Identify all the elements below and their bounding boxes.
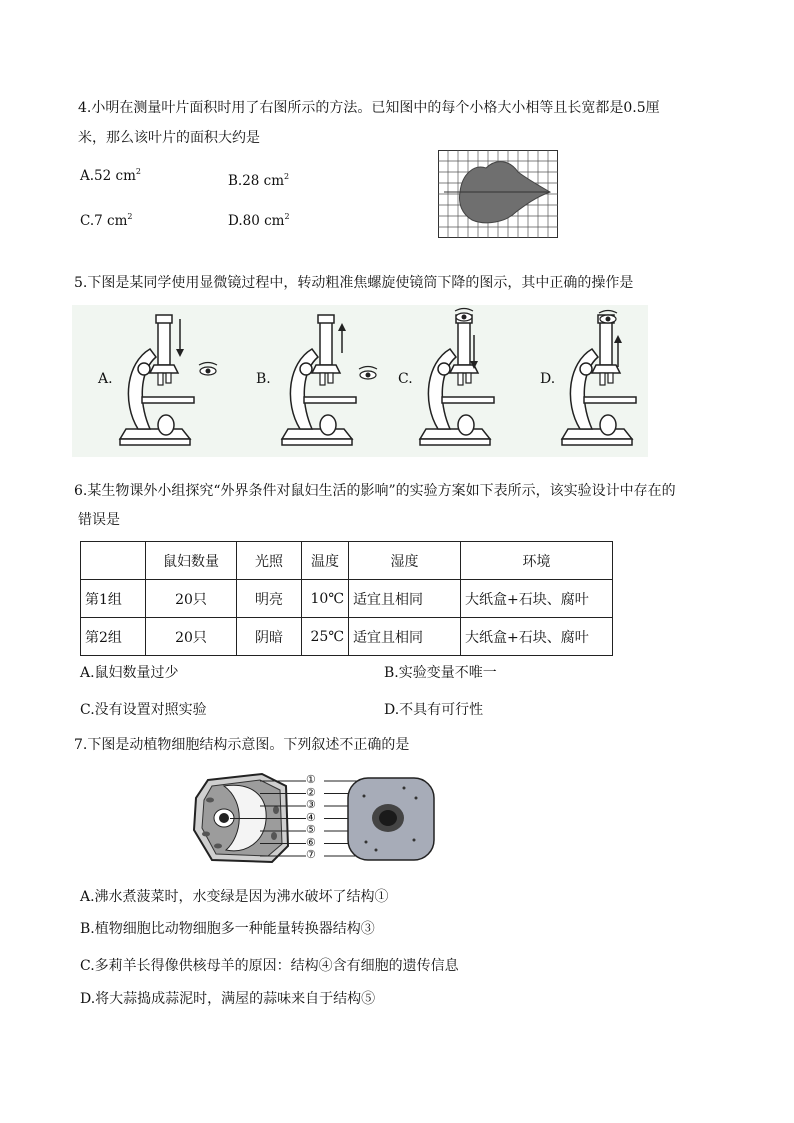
table-cell: 10℃ xyxy=(302,580,349,618)
table-cell: 适宜且相同 xyxy=(349,618,461,656)
q7-option-c[interactable]: C.多莉羊长得像供核母羊的原因：结构④含有细胞的遗传信息 xyxy=(80,958,459,974)
table-cell: 大纸盒+石块、腐叶 xyxy=(461,580,613,618)
q4-option-b[interactable] xyxy=(228,172,289,189)
leaf-grid-figure xyxy=(438,150,558,238)
marker-7: ⑦ xyxy=(306,848,316,861)
table-cell: 适宜且相同 xyxy=(349,580,461,618)
marker-1: ① xyxy=(306,773,316,786)
marker-2: ② xyxy=(306,785,316,799)
marker-4: ④ xyxy=(306,810,316,824)
header-cell: 环境 xyxy=(461,542,613,580)
eye-c xyxy=(455,309,473,322)
q4-option-a[interactable] xyxy=(80,167,141,184)
q7-option-b[interactable]: B.植物细胞比动物细胞多一种能量转换器结构③ xyxy=(80,921,375,937)
q4-option-d-text: D.80 cm xyxy=(228,213,285,229)
animal-cell xyxy=(348,778,434,860)
microscope-a xyxy=(120,315,194,445)
microscope-b xyxy=(282,315,356,445)
q4-stem-line1: 4.小明在测量叶片面积时用了右图所示的方法。已知图中的每个小格大小相等且长宽都是0.5厘 xyxy=(78,100,660,116)
q4-option-a-text: A.52 cm xyxy=(80,168,136,184)
eye-d xyxy=(599,311,617,324)
label-a: A. xyxy=(98,371,113,387)
table-cell: 20只 xyxy=(146,580,237,618)
eye-a xyxy=(199,363,217,376)
q7-option-a[interactable]: A.沸水煮菠菜时，水变绿是因为沸水破坏了结构① xyxy=(80,889,389,905)
q4-option-d[interactable] xyxy=(228,212,290,229)
table-header-row xyxy=(81,542,613,580)
q6-option-d[interactable]: D.不具有可行性 xyxy=(384,702,484,718)
q4-stem-line2: 米，那么该叶片的面积大约是 xyxy=(78,130,260,146)
microscope-drawings xyxy=(72,305,648,457)
marker-5: ⑤ xyxy=(306,823,316,836)
microscope-d xyxy=(562,315,636,445)
table-cell: 大纸盒+石块、腐叶 xyxy=(461,618,613,656)
label-c: C. xyxy=(398,371,413,387)
marker-6: ⑥ xyxy=(306,835,316,849)
table-row xyxy=(81,618,613,656)
unit-superscript: 2 xyxy=(127,212,133,221)
q4-option-c[interactable] xyxy=(80,212,132,229)
table-cell: 20只 xyxy=(146,618,237,656)
table-cell: 明亮 xyxy=(237,580,302,618)
table-cell: 阴暗 xyxy=(237,618,302,656)
marker-3: ③ xyxy=(306,798,316,811)
experiment-table xyxy=(80,541,613,656)
q6-option-c[interactable]: C.没有设置对照实验 xyxy=(80,702,207,718)
header-cell: 温度 xyxy=(302,542,349,580)
q7-stem: 7.下图是动植物细胞结构示意图。下列叙述不正确的是 xyxy=(74,737,410,753)
q6-option-b[interactable]: B.实验变量不唯一 xyxy=(384,665,497,681)
q4-option-c-text: C.7 cm xyxy=(80,213,128,229)
q4-option-b-text: B.28 cm xyxy=(228,173,285,189)
structure-markers xyxy=(306,774,326,862)
q6-option-a[interactable]: A.鼠妇数量过少 xyxy=(80,665,179,681)
unit-superscript: 2 xyxy=(284,172,290,181)
header-cell: 鼠妇数量 xyxy=(146,542,237,580)
table-cell: 第1组 xyxy=(81,580,146,618)
q6-stem-line2: 错误是 xyxy=(78,512,120,528)
header-cell xyxy=(81,542,146,580)
q5-stem: 5.下图是某同学使用显微镜过程中，转动粗准焦螺旋使镜筒下降的图示，其中正确的操作是 xyxy=(74,275,634,291)
label-d: D. xyxy=(540,371,556,387)
eye-b xyxy=(359,367,377,380)
table-cell: 第2组 xyxy=(81,618,146,656)
unit-superscript: 2 xyxy=(135,167,141,176)
microscope-figure xyxy=(72,305,648,457)
header-cell: 湿度 xyxy=(349,542,461,580)
table-cell: 25℃ xyxy=(302,618,349,656)
q7-option-d[interactable]: D.将大蒜捣成蒜泥时，满屋的蒜味来自于结构⑤ xyxy=(80,991,376,1007)
label-b: B. xyxy=(256,371,271,387)
header-cell: 光照 xyxy=(237,542,302,580)
q6-stem-line1: 6.某生物课外小组探究“外界条件对鼠妇生活的影响”的实验方案如下表所示，该实验设计中存在的 xyxy=(74,483,676,499)
table-row xyxy=(81,580,613,618)
unit-superscript: 2 xyxy=(284,212,290,221)
microscope-c xyxy=(420,315,494,445)
